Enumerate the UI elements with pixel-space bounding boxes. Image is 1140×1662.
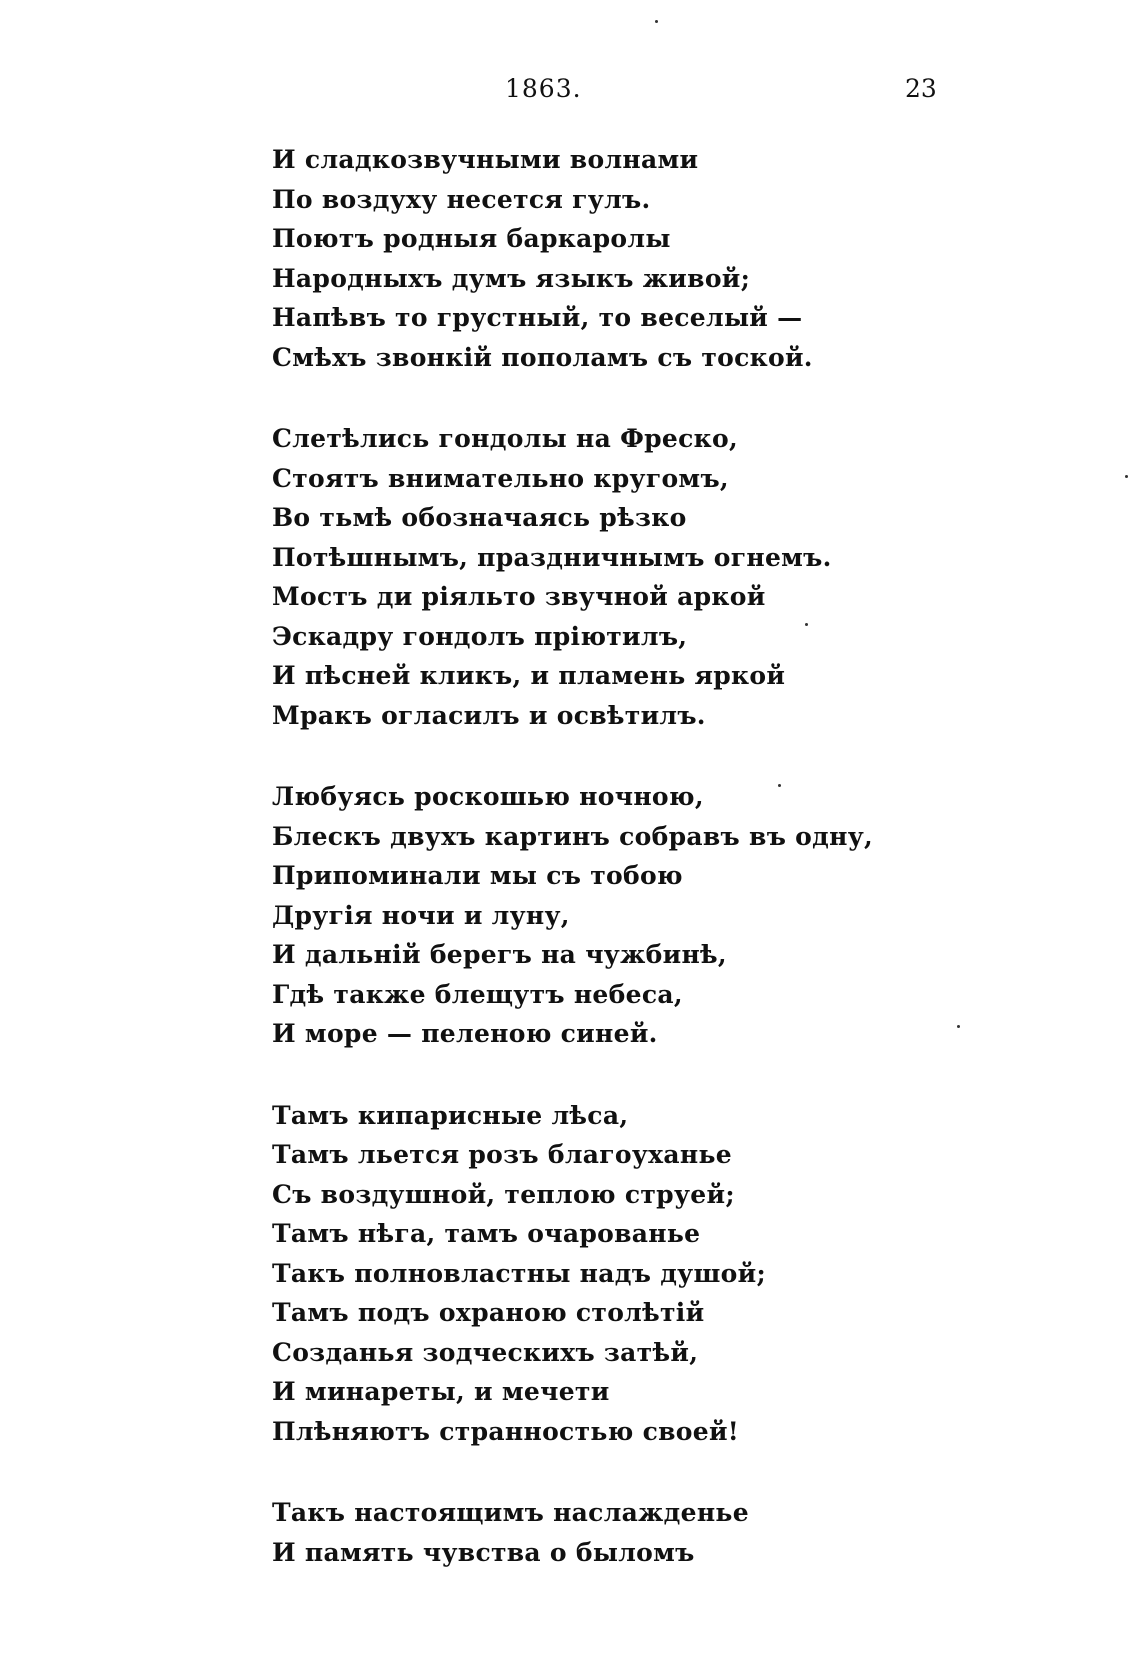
verse-line: Смѣхъ звонкій пополамъ съ тоской. [272,342,813,372]
verse-line: Мостъ ди ріяльто звучной аркой [272,582,766,611]
verse-line: Потѣшнымъ, праздничнымъ огнемъ. [272,542,832,572]
verse-line: Плѣняютъ странностью своей! [272,1416,740,1446]
verse-line: Такъ настоящимъ наслажденье [272,1498,749,1527]
verse-line: Поютъ родныя баркаролы [272,224,671,253]
verse-line: Такъ полновластны надъ душой; [272,1258,767,1288]
scan-speck [805,623,808,626]
verse-line: И сладкозвучными волнами [272,145,699,174]
poem-body [272,140,992,1614]
verse-line: Стоятъ внимательно кругомъ, [272,463,729,493]
scan-speck [655,20,658,23]
verse-line: Напѣвъ то грустный, то веселый — [272,303,803,332]
verse-line: Гдѣ также блещутъ небеса, [272,979,683,1009]
verse-line: Тамъ нѣга, тамъ очарованье [272,1219,701,1248]
verse-line: И минареты, и мечети [272,1377,610,1406]
verse-line: Слетѣлись гондолы на Фреско, [272,424,738,453]
stanza [272,419,992,735]
verse-line: Тамъ подъ охраною столѣтій [272,1298,705,1327]
stanza [272,1493,992,1572]
stanza [272,777,992,1054]
verse-line: Съ воздушной, теплою струей; [272,1179,735,1209]
verse-line: И пѣсней кликъ, и пламень яркой [272,661,786,690]
stanza [272,1096,992,1452]
verse-line: По воздуху несется гулъ. [272,184,651,214]
verse-line: Припоминали мы съ тобою [272,861,683,890]
verse-line: Любуясь роскошью ночною, [272,782,704,811]
verse-line: Тамъ кипарисные лѣса, [272,1100,629,1130]
stanza [272,140,992,377]
verse-line: Во тьмѣ обозначаясь рѣзко [272,503,687,532]
verse-line: Мракъ огласилъ и освѣтилъ. [272,700,706,730]
verse-line: Тамъ льется розъ благоуханье [272,1140,732,1169]
page-number: 23 [905,74,937,103]
scan-speck [1125,475,1128,478]
verse-line: Эскадру гондолъ пріютилъ, [272,621,688,651]
verse-line: Созданья зодческихъ затѣй, [272,1337,699,1367]
scan-speck [778,784,781,787]
verse-line: Блескъ двухъ картинъ собравъ въ одну, [272,821,874,851]
running-header-year: 1863. [505,74,582,103]
verse-line: И море — пеленою синей. [272,1019,658,1048]
verse-line: Народныхъ думъ языкъ живой; [272,263,751,293]
verse-line: И память чувства о быломъ [272,1537,695,1567]
scan-speck [957,1025,960,1028]
verse-line: И дальній берегъ на чужбинѣ, [272,940,727,969]
verse-line: Другія ночи и луну, [272,900,570,930]
